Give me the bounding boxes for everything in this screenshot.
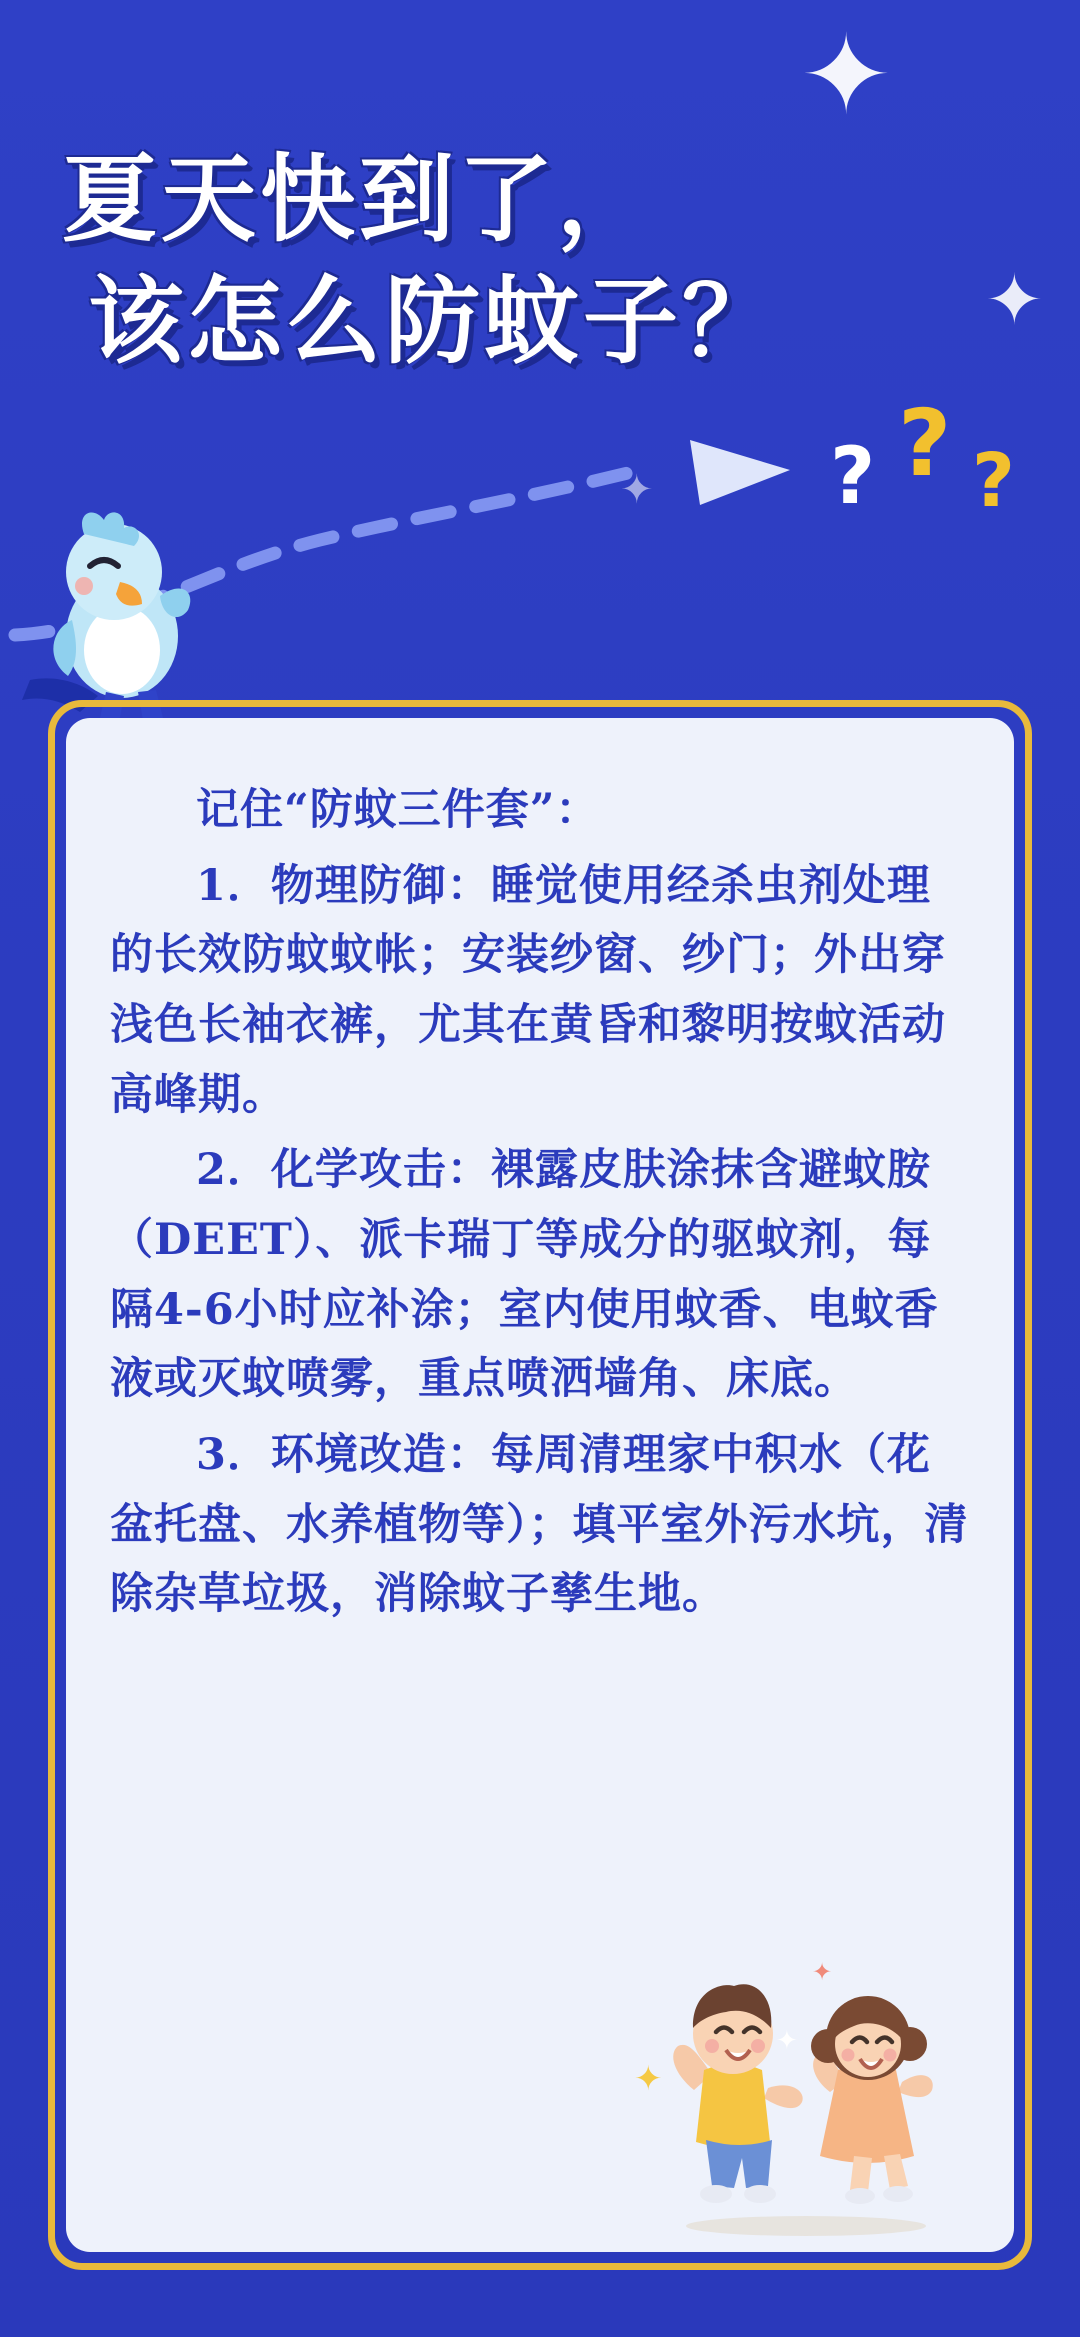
kids-figures-icon [616, 1942, 976, 2242]
page-title [62, 140, 962, 383]
sparkle-icon: ✦ [620, 467, 654, 513]
card-heading: 记住“防蚊三件套”： [196, 785, 600, 835]
content-card [66, 718, 1014, 2252]
title-line-1: 夏天快到了， [62, 145, 657, 255]
question-mark-icon: ? [972, 438, 1015, 524]
sparkle-icon: ✦ [776, 2026, 798, 2056]
sparkle-icon: ✦ [812, 1958, 833, 1986]
sparkle-icon: ✦ [985, 259, 1044, 341]
question-mark-icon: ? [898, 390, 952, 497]
sparkle-icon: ✦ [800, 11, 893, 139]
kids-illustration [616, 1942, 976, 2242]
card-body [110, 776, 970, 1630]
card-paragraph: 1．物理防御：睡觉使用经杀虫剂处理的长效防蚊蚊帐；安装纱窗、纱门；外出穿浅色长袖衣裤，尤其在黄昏和黎明按蚊活动高峰期。 [110, 860, 946, 1120]
question-mark-icon: ? [830, 432, 876, 522]
sparkle-icon: ✦ [634, 2059, 663, 2099]
card-paragraph: 3．环境改造：每周清理家中积水（花盆托盘、水养植物等）；填平室外污水坑，清除杂草垃圾，消除蚊子孳生地。 [110, 1429, 969, 1620]
content-card-frame [48, 700, 1032, 2270]
card-paragraph: 2．化学攻击：裸露皮肤涂抹含避蚊胺（DEET）、派卡瑞丁等成分的驱蚊剂，每隔4-6小时应补涂；室内使用蚊香、电蚊香液或灭蚊喷雾，重点喷洒墙角、床底。 [110, 1145, 939, 1405]
title-line-2: 该怎么防蚊子？ [88, 266, 782, 377]
